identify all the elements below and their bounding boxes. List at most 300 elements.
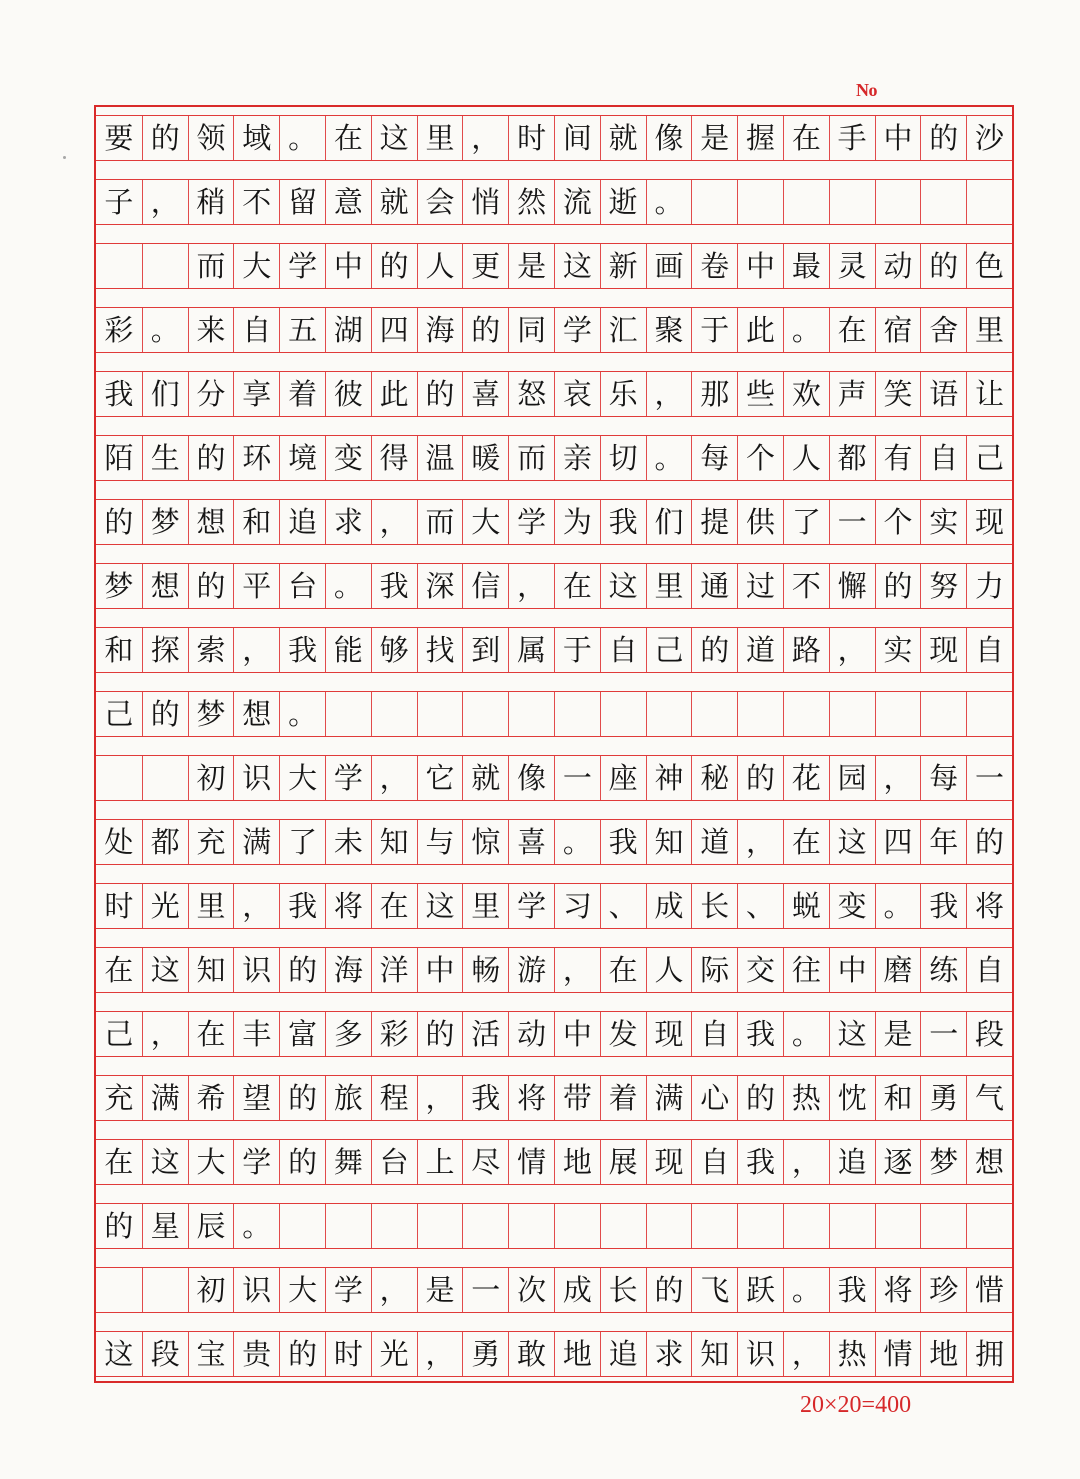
- grid-cell: [691, 1204, 737, 1248]
- grid-cell: 辰: [188, 1204, 234, 1248]
- grid-cell: 中: [875, 116, 921, 160]
- grid-cell: 画: [646, 244, 692, 288]
- grid-cell: 气: [966, 1076, 1012, 1120]
- grid-cell: ，: [554, 948, 600, 992]
- grid-cell: 我: [104, 376, 134, 411]
- grid-cell: 于: [691, 308, 737, 352]
- grid-cell: 中: [417, 948, 463, 992]
- grid-cell: [96, 1268, 142, 1312]
- grid-cell: 在: [104, 1144, 134, 1179]
- grid-cell: 洋: [371, 948, 417, 992]
- grid-cell: 在: [600, 948, 646, 992]
- grid-cell: 时: [104, 888, 134, 923]
- grid-cell: 来: [188, 308, 234, 352]
- grid-cell: [142, 756, 188, 800]
- grid-cell: 握: [737, 116, 783, 160]
- grid-cell: [508, 692, 554, 736]
- grid-cell: 。: [325, 564, 371, 608]
- grid-cell: 分: [188, 372, 234, 416]
- grid-cell: 成: [554, 1268, 600, 1312]
- grid-cell: 一: [554, 756, 600, 800]
- grid-cell: 富: [279, 1012, 325, 1056]
- grid-cell: 哀: [554, 372, 600, 416]
- grid-cell: 程: [371, 1076, 417, 1120]
- grid-cell: 时: [325, 1332, 371, 1376]
- grid-cell: 手: [829, 116, 875, 160]
- grid-cell: [142, 244, 188, 288]
- grid-cell: 海: [417, 308, 463, 352]
- grid-cell: [829, 180, 875, 224]
- grid-cell: [691, 180, 737, 224]
- grid-cell: 人: [646, 948, 692, 992]
- grid-cell: 多: [325, 1012, 371, 1056]
- grid-cell: 满: [646, 1076, 692, 1120]
- grid-cell: 这: [142, 1140, 188, 1184]
- grid-cell: 次: [508, 1268, 554, 1312]
- grid-cell: 。: [279, 116, 325, 160]
- grid-cell: 新: [600, 244, 646, 288]
- grid-row: [96, 1331, 1012, 1377]
- grid-cell: 的: [279, 1140, 325, 1184]
- grid-row: [96, 627, 1012, 673]
- grid-cell: 中: [737, 244, 783, 288]
- grid-cell: 际: [691, 948, 737, 992]
- grid-cell: [508, 1204, 554, 1248]
- grid-cell: 稍: [188, 180, 234, 224]
- grid-cell: 里: [188, 884, 234, 928]
- grid-cell: 我: [371, 564, 417, 608]
- grid-cell: 卷: [691, 244, 737, 288]
- grid-cell: 索: [188, 628, 234, 672]
- grid-cell: 学: [508, 884, 554, 928]
- grid-row: [96, 563, 1012, 609]
- grid-cell: 初: [188, 1268, 234, 1312]
- grid-cell: 到: [462, 628, 508, 672]
- grid-cell: 现: [966, 500, 1012, 544]
- grid-row: [96, 243, 1012, 289]
- grid-cell: 五: [279, 308, 325, 352]
- grid-cell: 学: [233, 1140, 279, 1184]
- grid-cell: 。: [783, 308, 829, 352]
- grid-cell: 的: [279, 948, 325, 992]
- grid-cell: 旅: [325, 1076, 371, 1120]
- grid-cell: 人: [783, 436, 829, 480]
- grid-cell: 带: [554, 1076, 600, 1120]
- grid-cell: [875, 1204, 921, 1248]
- grid-row: [96, 1203, 1012, 1249]
- grid-cell: ，: [371, 1268, 417, 1312]
- grid-cell: 在: [829, 308, 875, 352]
- grid-cell: 湖: [325, 308, 371, 352]
- grid-cell: 的: [417, 1012, 463, 1056]
- grid-cell: 在: [371, 884, 417, 928]
- grid-cell: 了: [783, 500, 829, 544]
- grid-row: [96, 883, 1012, 929]
- grid-cell: 而: [417, 500, 463, 544]
- grid-cell: 满: [142, 1076, 188, 1120]
- grid-cell: 情: [875, 1332, 921, 1376]
- grid-row: [96, 1139, 1012, 1185]
- grid-cell: 这: [829, 820, 875, 864]
- grid-cell: 它: [417, 756, 463, 800]
- grid-cell: 台: [279, 564, 325, 608]
- grid-cell: 敢: [508, 1332, 554, 1376]
- grid-cell: 。: [279, 692, 325, 736]
- grid-cell: 往: [783, 948, 829, 992]
- grid-cell: ，: [646, 372, 692, 416]
- grid-cell: 练: [920, 948, 966, 992]
- grid-cell: 知: [188, 948, 234, 992]
- grid-cell: [600, 1204, 646, 1248]
- grid-cell: [783, 1204, 829, 1248]
- grid-cell: 探: [142, 628, 188, 672]
- grid-cell: 段: [966, 1012, 1012, 1056]
- grid-cell: 的: [875, 564, 921, 608]
- grid-cell: 这: [371, 116, 417, 160]
- grid-cell: 识: [737, 1332, 783, 1376]
- grid-cell: 求: [325, 500, 371, 544]
- grid-cell: 追: [600, 1332, 646, 1376]
- grid-cell: 自: [691, 1140, 737, 1184]
- grid-cell: 交: [737, 948, 783, 992]
- grid-cell: ，: [737, 820, 783, 864]
- grid-cell: ，: [233, 884, 279, 928]
- paper-speck: [63, 156, 66, 159]
- grid-cell: 希: [188, 1076, 234, 1120]
- grid-cell: 够: [371, 628, 417, 672]
- grid-cell: 是: [417, 1268, 463, 1312]
- grid-cell: 。: [875, 884, 921, 928]
- grid-cell: 想: [966, 1140, 1012, 1184]
- grid-capacity-label: 20×20=400: [800, 1392, 912, 1418]
- grid-cell: 的: [142, 692, 188, 736]
- grid-cell: 道: [737, 628, 783, 672]
- grid-cell: 现: [646, 1140, 692, 1184]
- grid-cell: 满: [233, 820, 279, 864]
- grid-cell: [829, 692, 875, 736]
- grid-cell: 信: [462, 564, 508, 608]
- grid-cell: 现: [920, 628, 966, 672]
- grid-cell: 神: [646, 756, 692, 800]
- grid-row: [96, 179, 1012, 225]
- grid-cell: 的: [737, 1076, 783, 1120]
- grid-cell: 我: [600, 820, 646, 864]
- grid-cell: [417, 1204, 463, 1248]
- grid-cell: 此: [737, 308, 783, 352]
- grid-cell: 舍: [920, 308, 966, 352]
- grid-cell: 提: [691, 500, 737, 544]
- grid-cell: 飞: [691, 1268, 737, 1312]
- grid-cell: 现: [646, 1012, 692, 1056]
- grid-cell: 的: [737, 756, 783, 800]
- grid-cell: 自: [920, 436, 966, 480]
- grid-cell: ，: [462, 116, 508, 160]
- grid-cell: 的: [188, 564, 234, 608]
- grid-cell: [966, 692, 1012, 736]
- grid-cell: 环: [233, 436, 279, 480]
- grid-cell: [371, 692, 417, 736]
- grid-cell: 海: [325, 948, 371, 992]
- grid-cell: 就: [462, 756, 508, 800]
- grid-cell: [920, 180, 966, 224]
- grid-cell: 畅: [462, 948, 508, 992]
- grid-cell: 情: [508, 1140, 554, 1184]
- grid-cell: 于: [554, 628, 600, 672]
- grid-cell: [737, 180, 783, 224]
- grid-cell: 域: [233, 116, 279, 160]
- writing-grid: [94, 105, 1014, 1383]
- grid-cell: ，: [875, 756, 921, 800]
- grid-cell: [875, 180, 921, 224]
- grid-cell: 想: [233, 692, 279, 736]
- grid-cell: [737, 1204, 783, 1248]
- grid-cell: 更: [462, 244, 508, 288]
- grid-cell: 知: [371, 820, 417, 864]
- grid-cell: 在: [783, 116, 829, 160]
- grid-cell: 知: [691, 1332, 737, 1376]
- grid-cell: 然: [508, 180, 554, 224]
- grid-cell: 通: [691, 564, 737, 608]
- grid-cell: 而: [188, 244, 234, 288]
- grid-cell: 花: [783, 756, 829, 800]
- grid-cell: 。: [142, 308, 188, 352]
- grid-cell: 这: [104, 1336, 134, 1371]
- grid-cell: 段: [142, 1332, 188, 1376]
- grid-row: [96, 307, 1012, 353]
- grid-cell: 在: [188, 1012, 234, 1056]
- grid-cell: 学: [279, 244, 325, 288]
- grid-cell: 自: [966, 948, 1012, 992]
- grid-cell: 每: [691, 436, 737, 480]
- grid-cell: 了: [279, 820, 325, 864]
- grid-cell: 、: [600, 884, 646, 928]
- grid-cell: 发: [600, 1012, 646, 1056]
- grid-cell: 路: [783, 628, 829, 672]
- grid-cell: 惊: [462, 820, 508, 864]
- grid-cell: 我: [462, 1076, 508, 1120]
- grid-cell: 在: [104, 952, 134, 987]
- grid-cell: 会: [417, 180, 463, 224]
- grid-cell: 喜: [508, 820, 554, 864]
- grid-cell: 大: [279, 1268, 325, 1312]
- grid-cell: 这: [600, 564, 646, 608]
- grid-cell: [142, 1268, 188, 1312]
- grid-cell: 己: [104, 1016, 134, 1051]
- grid-cell: 是: [691, 116, 737, 160]
- grid-cell: 陌: [104, 440, 134, 475]
- grid-cell: 丰: [233, 1012, 279, 1056]
- grid-cell: 这: [829, 1012, 875, 1056]
- grid-cell: 语: [920, 372, 966, 416]
- grid-cell: 个: [737, 436, 783, 480]
- grid-cell: ，: [417, 1332, 463, 1376]
- grid-row: [96, 947, 1012, 993]
- grid-cell: 声: [829, 372, 875, 416]
- grid-cell: 为: [554, 500, 600, 544]
- grid-cell: 深: [417, 564, 463, 608]
- grid-cell: 。: [554, 820, 600, 864]
- grid-cell: [646, 692, 692, 736]
- grid-cell: 。: [646, 180, 692, 224]
- grid-cell: 长: [691, 884, 737, 928]
- grid-cell: 大: [279, 756, 325, 800]
- grid-cell: 懈: [829, 564, 875, 608]
- grid-cell: 里: [646, 564, 692, 608]
- grid-cell: 台: [371, 1140, 417, 1184]
- grid-cell: 识: [233, 1268, 279, 1312]
- grid-cell: 此: [371, 372, 417, 416]
- grid-cell: [96, 244, 142, 288]
- grid-cell: 平: [233, 564, 279, 608]
- grid-cell: 我: [737, 1140, 783, 1184]
- grid-cell: ，: [783, 1140, 829, 1184]
- grid-cell: 就: [371, 180, 417, 224]
- grid-cell: [325, 1204, 371, 1248]
- grid-cell: 这: [417, 884, 463, 928]
- grid-cell: 暖: [462, 436, 508, 480]
- grid-cell: 大: [462, 500, 508, 544]
- grid-cell: 自: [966, 628, 1012, 672]
- grid-cell: [691, 692, 737, 736]
- grid-cell: [920, 1204, 966, 1248]
- grid-cell: 的: [462, 308, 508, 352]
- grid-cell: 找: [417, 628, 463, 672]
- grid-cell: 着: [279, 372, 325, 416]
- grid-cell: 悄: [462, 180, 508, 224]
- grid-cell: 追: [829, 1140, 875, 1184]
- grid-cell: 里: [462, 884, 508, 928]
- grid-cell: 的: [646, 1268, 692, 1312]
- grid-cell: 变: [325, 436, 371, 480]
- grid-row: [96, 115, 1012, 161]
- grid-cell: 留: [279, 180, 325, 224]
- grid-cell: 的: [104, 504, 134, 539]
- grid-cell: 得: [371, 436, 417, 480]
- grid-cell: 将: [875, 1268, 921, 1312]
- grid-row: [96, 819, 1012, 865]
- grid-cell: 彩: [104, 312, 134, 347]
- grid-cell: 像: [646, 116, 692, 160]
- grid-cell: [417, 692, 463, 736]
- grid-cell: 己: [646, 628, 692, 672]
- grid-cell: ，: [142, 1012, 188, 1056]
- grid-cell: 那: [691, 372, 737, 416]
- grid-cell: 灵: [829, 244, 875, 288]
- grid-cell: [600, 692, 646, 736]
- grid-row: [96, 755, 1012, 801]
- grid-cell: ，: [783, 1332, 829, 1376]
- grid-cell: 时: [508, 116, 554, 160]
- grid-cell: 识: [233, 756, 279, 800]
- grid-cell: 动: [508, 1012, 554, 1056]
- grid-cell: [462, 692, 508, 736]
- grid-cell: 珍: [920, 1268, 966, 1312]
- grid-cell: 能: [325, 628, 371, 672]
- page-number-label: No: [856, 80, 877, 100]
- grid-cell: 舞: [325, 1140, 371, 1184]
- grid-cell: 勇: [920, 1076, 966, 1120]
- grid-cell: 梦: [920, 1140, 966, 1184]
- grid-cell: 活: [462, 1012, 508, 1056]
- grid-row: [96, 499, 1012, 545]
- grid-cell: 我: [737, 1012, 783, 1056]
- grid-cell: 不: [783, 564, 829, 608]
- grid-cell: 宝: [188, 1332, 234, 1376]
- grid-cell: 知: [646, 820, 692, 864]
- grid-cell: 这: [554, 244, 600, 288]
- grid-cell: 着: [600, 1076, 646, 1120]
- grid-cell: 力: [966, 564, 1012, 608]
- grid-cell: 都: [142, 820, 188, 864]
- grid-cell: 我: [279, 884, 325, 928]
- grid-cell: 、: [737, 884, 783, 928]
- grid-cell: 磨: [875, 948, 921, 992]
- grid-cell: 乐: [600, 372, 646, 416]
- grid-cell: 我: [920, 884, 966, 928]
- grid-cell: 地: [920, 1332, 966, 1376]
- grid-cell: 的: [279, 1332, 325, 1376]
- grid-cell: 的: [371, 244, 417, 288]
- grid-cell: 的: [188, 436, 234, 480]
- grid-cell: 。: [646, 436, 692, 480]
- grid-row: [96, 1267, 1012, 1313]
- grid-cell: 要: [104, 120, 134, 155]
- grid-cell: 一: [966, 756, 1012, 800]
- grid-cell: 己: [966, 436, 1012, 480]
- grid-cell: 一: [829, 500, 875, 544]
- grid-cell: 沙: [966, 116, 1012, 160]
- grid-cell: 宿: [875, 308, 921, 352]
- grid-cell: 在: [554, 564, 600, 608]
- grid-cell: 游: [508, 948, 554, 992]
- grid-cell: 实: [920, 500, 966, 544]
- grid-cell: 望: [233, 1076, 279, 1120]
- grid-cell: 而: [508, 436, 554, 480]
- grid-cell: 中: [829, 948, 875, 992]
- grid-cell: 一: [920, 1012, 966, 1056]
- grid-cell: 像: [508, 756, 554, 800]
- grid-cell: 些: [737, 372, 783, 416]
- grid-cell: 。: [783, 1268, 829, 1312]
- grid-cell: [737, 692, 783, 736]
- grid-cell: [783, 692, 829, 736]
- grid-cell: 实: [875, 628, 921, 672]
- grid-cell: 求: [646, 1332, 692, 1376]
- grid-cell: 想: [188, 500, 234, 544]
- grid-cell: 彩: [371, 1012, 417, 1056]
- grid-cell: 间: [554, 116, 600, 160]
- grid-cell: 。: [783, 1012, 829, 1056]
- grid-row: [96, 1075, 1012, 1121]
- grid-cell: ，: [233, 628, 279, 672]
- grid-cell: ，: [371, 756, 417, 800]
- grid-row: [96, 1011, 1012, 1057]
- grid-cell: 的: [920, 244, 966, 288]
- grid-cell: 贵: [233, 1332, 279, 1376]
- grid-cell: 处: [104, 824, 134, 859]
- grid-cell: 动: [875, 244, 921, 288]
- grid-cell: 里: [417, 116, 463, 160]
- grid-cell: 流: [554, 180, 600, 224]
- grid-cell: 聚: [646, 308, 692, 352]
- grid-cell: 光: [371, 1332, 417, 1376]
- grid-cell: 心: [691, 1076, 737, 1120]
- grid-cell: [875, 692, 921, 736]
- grid-cell: 意: [325, 180, 371, 224]
- grid-cell: 生: [142, 436, 188, 480]
- grid-cell: 温: [417, 436, 463, 480]
- grid-cell: 自: [233, 308, 279, 352]
